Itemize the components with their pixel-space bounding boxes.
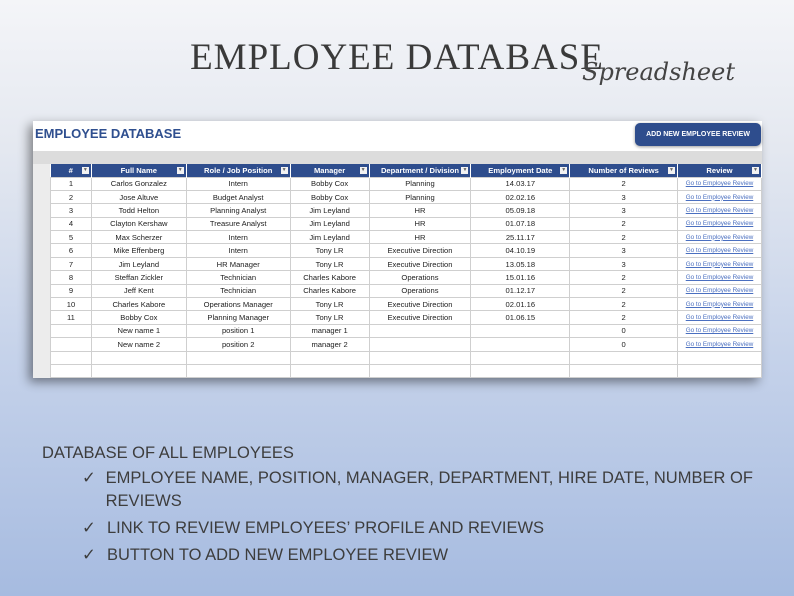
table-cell: Jim Leyland bbox=[290, 231, 369, 244]
table-cell: HR bbox=[369, 204, 471, 217]
table-cell: 13.05.18 bbox=[471, 257, 570, 270]
note-item bbox=[82, 517, 794, 540]
employee-table bbox=[50, 164, 762, 378]
sheet-title: EMPLOYEE DATABASE bbox=[35, 126, 182, 141]
table-cell: 01.12.17 bbox=[471, 284, 570, 297]
table-cell bbox=[290, 351, 369, 364]
table-row bbox=[51, 177, 762, 190]
table-cell bbox=[186, 364, 290, 377]
table-cell: manager 1 bbox=[290, 324, 369, 337]
table-cell: Technician bbox=[186, 271, 290, 284]
go-to-employee-review-link[interactable]: Go to Employee Review bbox=[678, 177, 762, 190]
table-cell: 25.11.17 bbox=[471, 231, 570, 244]
table-cell bbox=[51, 324, 92, 337]
note-item bbox=[82, 467, 794, 513]
note-text: BUTTON TO ADD NEW EMPLOYEE REVIEW bbox=[107, 546, 449, 564]
table-cell: Executive Direction bbox=[369, 257, 471, 270]
table-cell: 6 bbox=[51, 244, 92, 257]
table-row bbox=[51, 364, 762, 377]
table-cell: HR Manager bbox=[186, 257, 290, 270]
table-cell: 0 bbox=[570, 324, 678, 337]
table-cell: 3 bbox=[570, 204, 678, 217]
column-header-label: Department / Division bbox=[380, 165, 460, 175]
table-cell: Todd Helton bbox=[91, 204, 186, 217]
table-cell: Clayton Kershaw bbox=[91, 217, 186, 230]
checkmark-icon: ✓ bbox=[82, 546, 96, 564]
table-row bbox=[51, 217, 762, 230]
table-cell: Planning Manager bbox=[186, 311, 290, 324]
table-cell: Operations bbox=[369, 284, 471, 297]
filter-dropdown-icon[interactable]: ▼ bbox=[561, 167, 567, 173]
filter-dropdown-icon[interactable]: ▼ bbox=[82, 167, 88, 173]
filter-dropdown-icon[interactable]: ▼ bbox=[360, 167, 366, 173]
go-to-employee-review-link[interactable]: Go to Employee Review bbox=[678, 324, 762, 337]
spreadsheet-panel bbox=[33, 121, 762, 378]
table-cell bbox=[290, 364, 369, 377]
table-cell: Tony LR bbox=[290, 311, 369, 324]
column-header[interactable] bbox=[91, 164, 186, 177]
note-item bbox=[82, 544, 794, 567]
table-cell: 4 bbox=[51, 217, 92, 230]
table-cell: 3 bbox=[570, 257, 678, 270]
table-cell bbox=[471, 324, 570, 337]
go-to-employee-review-link[interactable]: Go to Employee Review bbox=[678, 244, 762, 257]
table-cell bbox=[369, 324, 471, 337]
table-cell: 3 bbox=[51, 204, 92, 217]
table-cell: Intern bbox=[186, 231, 290, 244]
table-cell: Charles Kabore bbox=[290, 271, 369, 284]
table-cell: 01.06.15 bbox=[471, 311, 570, 324]
page-subtitle: Spreadsheet bbox=[582, 58, 735, 86]
table-cell: Budget Analyst bbox=[186, 190, 290, 203]
column-header-label: Review bbox=[706, 165, 733, 175]
feature-notes bbox=[42, 444, 794, 571]
table-cell: Charles Kabore bbox=[290, 284, 369, 297]
checkmark-icon: ✓ bbox=[82, 519, 96, 537]
table-cell: 15.01.16 bbox=[471, 271, 570, 284]
column-header[interactable] bbox=[678, 164, 762, 177]
table-cell: HR bbox=[369, 217, 471, 230]
column-header[interactable] bbox=[186, 164, 290, 177]
table-cell: Mike Effenberg bbox=[91, 244, 186, 257]
table-cell: Bobby Cox bbox=[91, 311, 186, 324]
table-cell: 3 bbox=[570, 244, 678, 257]
table-row bbox=[51, 204, 762, 217]
table-cell: 2 bbox=[570, 231, 678, 244]
column-header[interactable] bbox=[570, 164, 678, 177]
table-cell: 04.10.19 bbox=[471, 244, 570, 257]
table-cell: 1 bbox=[51, 177, 92, 190]
filter-dropdown-icon[interactable]: ▼ bbox=[177, 167, 183, 173]
table-cell bbox=[51, 351, 92, 364]
table-cell: Jim Leyland bbox=[290, 217, 369, 230]
table-cell: 05.09.18 bbox=[471, 204, 570, 217]
table-row bbox=[51, 351, 762, 364]
table-cell: HR bbox=[369, 231, 471, 244]
page-title: EMPLOYEE DATABASE bbox=[190, 37, 604, 78]
go-to-employee-review-link[interactable]: Go to Employee Review bbox=[678, 217, 762, 230]
table-cell bbox=[678, 364, 762, 377]
table-cell bbox=[91, 351, 186, 364]
table-cell bbox=[51, 364, 92, 377]
table-cell: Charles Kabore bbox=[91, 298, 186, 311]
go-to-employee-review-link[interactable]: Go to Employee Review bbox=[678, 338, 762, 351]
table-row bbox=[51, 244, 762, 257]
table-cell: Executive Direction bbox=[369, 298, 471, 311]
table-cell: Bobby Cox bbox=[290, 190, 369, 203]
table-cell: Executive Direction bbox=[369, 244, 471, 257]
table-cell: Technician bbox=[186, 284, 290, 297]
filter-dropdown-icon[interactable]: ▼ bbox=[753, 167, 758, 173]
row-gutter bbox=[33, 164, 50, 378]
table-cell: 01.07.18 bbox=[471, 217, 570, 230]
table-cell: Intern bbox=[186, 244, 290, 257]
table-cell: Tony LR bbox=[290, 257, 369, 270]
table-cell bbox=[369, 351, 471, 364]
table-cell: Planning bbox=[369, 177, 471, 190]
table-cell: Treasure Analyst bbox=[186, 217, 290, 230]
note-text: LINK TO REVIEW EMPLOYEES’ PROFILE AND REVIEWS bbox=[107, 519, 545, 537]
column-header[interactable] bbox=[290, 164, 369, 177]
table-cell: 2 bbox=[570, 298, 678, 311]
table-cell: 5 bbox=[51, 231, 92, 244]
table-cell bbox=[471, 338, 570, 351]
filter-dropdown-icon[interactable]: ▼ bbox=[669, 167, 674, 173]
table-cell: Bobby Cox bbox=[290, 177, 369, 190]
table-cell bbox=[51, 338, 92, 351]
table-cell: 11 bbox=[51, 311, 92, 324]
table-cell: New name 1 bbox=[91, 324, 186, 337]
table-cell: Max Scherzer bbox=[91, 231, 186, 244]
go-to-employee-review-link[interactable]: Go to Employee Review bbox=[678, 271, 762, 284]
table-cell: New name 2 bbox=[91, 338, 186, 351]
table-cell bbox=[678, 351, 762, 364]
column-header-label: Employment Date bbox=[488, 165, 553, 175]
column-header-label: Full Name bbox=[120, 165, 157, 175]
table-row bbox=[51, 190, 762, 203]
table-cell: 2 bbox=[51, 190, 92, 203]
table-cell: position 1 bbox=[186, 324, 290, 337]
table-row bbox=[51, 324, 762, 337]
column-header[interactable] bbox=[51, 164, 92, 177]
table-cell: Jeff Kent bbox=[91, 284, 186, 297]
go-to-employee-review-link[interactable]: Go to Employee Review bbox=[678, 231, 762, 244]
table-row bbox=[51, 311, 762, 324]
table-cell: Steffan Zickler bbox=[91, 271, 186, 284]
table-cell: 2 bbox=[570, 271, 678, 284]
column-header-label: Role / Job Position bbox=[204, 165, 273, 175]
header-band bbox=[33, 151, 762, 164]
table-cell bbox=[91, 364, 186, 377]
table-row bbox=[51, 231, 762, 244]
table-cell bbox=[369, 338, 471, 351]
table-cell: 9 bbox=[51, 284, 92, 297]
table-row bbox=[51, 298, 762, 311]
table-cell: Tony LR bbox=[290, 298, 369, 311]
table-header-row bbox=[51, 164, 762, 177]
column-header-label: # bbox=[68, 165, 73, 175]
table-cell: 2 bbox=[570, 311, 678, 324]
table-cell bbox=[369, 364, 471, 377]
go-to-employee-review-link[interactable]: Go to Employee Review bbox=[678, 190, 762, 203]
table-cell: Jim Leyland bbox=[290, 204, 369, 217]
table-cell bbox=[471, 364, 570, 377]
column-header[interactable] bbox=[369, 164, 471, 177]
table-cell: position 2 bbox=[186, 338, 290, 351]
filter-dropdown-icon[interactable]: ▼ bbox=[462, 167, 468, 173]
table-cell: 2 bbox=[570, 217, 678, 230]
column-header-label: Number of Reviews bbox=[588, 165, 659, 175]
table-cell: Jim Leyland bbox=[91, 257, 186, 270]
add-new-employee-review-button[interactable]: ADD NEW EMPLOYEE REVIEW bbox=[635, 123, 761, 146]
table-cell: 02.01.16 bbox=[471, 298, 570, 311]
go-to-employee-review-link[interactable]: Go to Employee Review bbox=[678, 257, 762, 270]
table-cell bbox=[570, 351, 678, 364]
table-cell: 02.02.16 bbox=[471, 190, 570, 203]
table-cell bbox=[186, 351, 290, 364]
table-cell: Jose Altuve bbox=[91, 190, 186, 203]
table-cell: Carlos Gonzalez bbox=[91, 177, 186, 190]
table-cell bbox=[570, 364, 678, 377]
table-cell bbox=[471, 351, 570, 364]
table-cell: 0 bbox=[570, 338, 678, 351]
table-cell: Operations Manager bbox=[186, 298, 290, 311]
table-cell: Planning Analyst bbox=[186, 204, 290, 217]
table-row bbox=[51, 271, 762, 284]
checkmark-icon: ✓ bbox=[82, 469, 96, 487]
table-cell: 3 bbox=[570, 190, 678, 203]
table-cell: 7 bbox=[51, 257, 92, 270]
column-header-label: Manager bbox=[313, 165, 346, 175]
go-to-employee-review-link[interactable]: Go to Employee Review bbox=[678, 311, 762, 324]
table-cell: 2 bbox=[570, 284, 678, 297]
go-to-employee-review-link[interactable]: Go to Employee Review bbox=[678, 284, 762, 297]
table-cell: Planning bbox=[369, 190, 471, 203]
table-row bbox=[51, 284, 762, 297]
table-row bbox=[51, 338, 762, 351]
column-header[interactable] bbox=[471, 164, 570, 177]
note-text: EMPLOYEE NAME, POSITION, MANAGER, DEPARTMENT, HIRE DATE, NUMBER OF REVIEWS bbox=[105, 469, 753, 510]
table-row bbox=[51, 257, 762, 270]
table-cell: Tony LR bbox=[290, 244, 369, 257]
table-cell: Executive Direction bbox=[369, 311, 471, 324]
go-to-employee-review-link[interactable]: Go to Employee Review bbox=[678, 204, 762, 217]
table-cell: Operations bbox=[369, 271, 471, 284]
table-cell: 8 bbox=[51, 271, 92, 284]
notes-heading: DATABASE OF ALL EMPLOYEES bbox=[42, 444, 294, 462]
table-cell: manager 2 bbox=[290, 338, 369, 351]
filter-dropdown-icon[interactable]: ▼ bbox=[281, 167, 287, 173]
table-cell: 14.03.17 bbox=[471, 177, 570, 190]
go-to-employee-review-link[interactable]: Go to Employee Review bbox=[678, 298, 762, 311]
table-cell: 2 bbox=[570, 177, 678, 190]
table-cell: Intern bbox=[186, 177, 290, 190]
table-cell: 10 bbox=[51, 298, 92, 311]
